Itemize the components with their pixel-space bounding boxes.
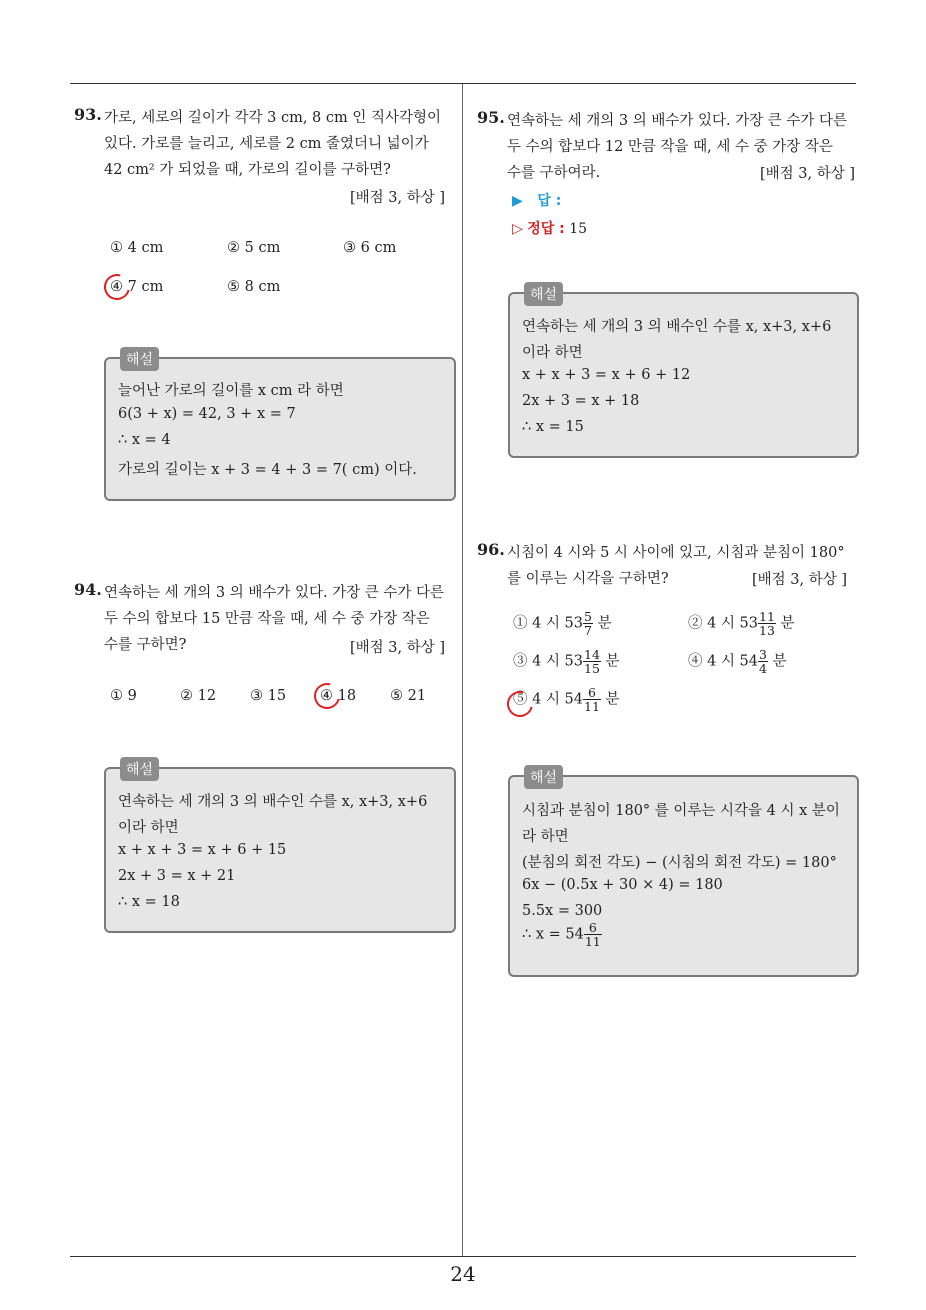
choice-4[interactable]: [688, 648, 787, 675]
choice-mark: ⑤: [513, 691, 528, 708]
question-line: 연속하는 세 개의 3 의 배수가 있다. 가장 큰 수가 다른: [104, 585, 445, 601]
choice-3[interactable]: ③ 6 cm: [343, 240, 397, 256]
correct-value: 15: [569, 221, 588, 237]
question-number: 96.: [477, 540, 505, 559]
fraction-numerator: 11: [759, 609, 775, 624]
explanation-line: 2x + 3 = x + 21: [118, 868, 236, 884]
fraction-denominator: 11: [584, 699, 600, 714]
question-line: 시침이 4 시와 5 시 사이에 있고, 시침과 분침이 180°: [507, 545, 845, 561]
explanation-tag: 해설: [120, 757, 159, 781]
choice-mark: ④: [688, 653, 703, 670]
fraction: [584, 921, 602, 948]
explanation-line: 6(3 + x) = 42, 3 + x = 7: [118, 406, 296, 422]
explanation-line: 6x − (0.5x + 30 × 4) = 180: [522, 877, 723, 893]
explanation-line: x + x + 3 = x + 6 + 12: [522, 367, 691, 383]
explanation-line: (분침의 회전 각도) − (시침의 회전 각도) = 180°: [522, 855, 837, 871]
fraction-numerator: 6: [584, 921, 602, 935]
fraction-denominator: 7: [584, 623, 592, 638]
fraction: [758, 648, 768, 675]
choice-text: 4 시 54: [532, 691, 584, 708]
fraction-denominator: 15: [584, 661, 600, 676]
choice-5[interactable]: ⑤ 8 cm: [227, 279, 281, 295]
explanation-line: 5.5x = 300: [522, 903, 603, 919]
question-line: 수를 구하여라.: [507, 165, 601, 181]
explanation-tag: 해설: [524, 765, 563, 789]
choice-4[interactable]: ④ 18: [320, 688, 357, 704]
choice-unit: 분: [780, 615, 795, 632]
choice-unit: 분: [605, 691, 620, 708]
fraction-denominator: 11: [584, 934, 601, 949]
question-line: 수를 구하면?: [104, 637, 187, 653]
score-meta: [배점 3, 하상 ]: [350, 640, 446, 656]
choice-2[interactable]: ② 5 cm: [227, 240, 281, 256]
fraction: [583, 686, 601, 713]
page-number: 24: [450, 1262, 476, 1286]
choice-text: 4 시 53: [532, 653, 584, 670]
choice-text: 4 시 53: [707, 615, 759, 632]
answer-arrow-icon: ▶: [512, 193, 523, 209]
question-number: 94.: [74, 580, 102, 599]
fraction: [583, 648, 601, 675]
fraction: [758, 610, 776, 637]
choice-1[interactable]: [513, 610, 612, 637]
explanation-tag: 해설: [120, 347, 159, 371]
explanation-line: x + x + 3 = x + 6 + 15: [118, 842, 287, 858]
question-number: 93.: [74, 105, 102, 124]
question-line: 두 수의 합보다 12 만큼 작을 때, 세 수 중 가장 작은: [507, 139, 833, 155]
explanation-text: ∴ x = 54: [522, 926, 584, 943]
choice-3[interactable]: [513, 648, 620, 675]
question-line: 42 cm² 가 되었을 때, 가로의 길이를 구하면?: [104, 162, 391, 178]
choice-1[interactable]: ① 9: [110, 688, 137, 704]
explanation-tag: 해설: [524, 282, 563, 306]
choice-2[interactable]: [688, 610, 795, 637]
correct-answer-row: [512, 218, 587, 238]
choice-5[interactable]: ⑤ 21: [390, 688, 427, 704]
explanation-box: [508, 770, 859, 977]
explanation-line: 가로의 길이는 x + 3 = 4 + 3 = 7( cm) 이다.: [118, 462, 417, 478]
answer-row: [512, 190, 561, 210]
question-line: 를 이루는 시각을 구하면?: [507, 571, 669, 587]
choice-mark: ①: [513, 615, 528, 632]
explanation-line: [522, 921, 602, 948]
fraction-numerator: 6: [583, 686, 601, 700]
correct-arrow-icon: ▷: [512, 221, 523, 237]
choice-2[interactable]: ② 12: [180, 688, 217, 704]
question-line: 연속하는 세 개의 3 의 배수가 있다. 가장 큰 수가 다른: [507, 113, 848, 129]
score-meta: [배점 3, 하상 ]: [350, 190, 446, 206]
choice-text: 4 시 54: [707, 653, 759, 670]
question-number: 95.: [477, 108, 505, 127]
fraction-numerator: 5: [584, 609, 592, 624]
fraction-denominator: 13: [759, 623, 775, 638]
choice-text: 4 시 53: [532, 615, 584, 632]
choice-mark: ②: [688, 615, 703, 632]
choice-3[interactable]: ③ 15: [250, 688, 287, 704]
choice-mark: ③: [513, 653, 528, 670]
explanation-box: [508, 287, 859, 458]
choice-4[interactable]: ④ 7 cm: [110, 279, 164, 295]
correct-label: 정답 :: [527, 221, 565, 237]
choice-1[interactable]: ① 4 cm: [110, 240, 164, 256]
explanation-line: 라 하면: [522, 829, 569, 845]
fraction-numerator: 3: [759, 647, 767, 662]
fraction: [583, 610, 593, 637]
top-rule: [70, 83, 856, 84]
score-meta: [배점 3, 하상 ]: [752, 572, 848, 588]
explanation-box: [104, 352, 456, 501]
bottom-rule: [70, 1256, 856, 1257]
choice-unit: 분: [772, 653, 787, 670]
explanation-line: 2x + 3 = x + 18: [522, 393, 640, 409]
explanation-line: ∴ x = 4: [118, 432, 171, 448]
explanation-line: 연속하는 세 개의 3 의 배수인 수를 x, x+3, x+6: [118, 794, 428, 810]
choice-unit: 분: [597, 615, 612, 632]
answer-label: 답 :: [537, 193, 562, 209]
answer-mark-circle: [99, 269, 135, 305]
explanation-box: [104, 762, 456, 933]
score-meta: [배점 3, 하상 ]: [760, 166, 856, 182]
fraction-denominator: 4: [759, 661, 767, 676]
explanation-line: ∴ x = 18: [118, 894, 180, 910]
choice-unit: 분: [605, 653, 620, 670]
explanation-line: 늘어난 가로의 길이를 x cm 라 하면: [118, 383, 344, 399]
question-line: 가로, 세로의 길이가 각각 3 cm, 8 cm 인 직사각형이: [104, 110, 442, 126]
column-divider: [462, 84, 463, 1256]
explanation-line: 연속하는 세 개의 3 의 배수인 수를 x, x+3, x+6: [522, 319, 832, 335]
question-line: 있다. 가로를 늘리고, 세로를 2 cm 줄였더니 넓이가: [104, 136, 429, 152]
explanation-line: 시침과 분침이 180° 를 이루는 시각을 4 시 x 분이: [522, 803, 840, 819]
question-line: 두 수의 합보다 15 만큼 작을 때, 세 수 중 가장 작은: [104, 611, 430, 627]
explanation-line: ∴ x = 15: [522, 419, 584, 435]
answer-mark-circle: [309, 678, 345, 714]
explanation-line: 이라 하면: [522, 345, 583, 361]
explanation-line: 이라 하면: [118, 820, 179, 836]
fraction-numerator: 14: [584, 647, 600, 662]
